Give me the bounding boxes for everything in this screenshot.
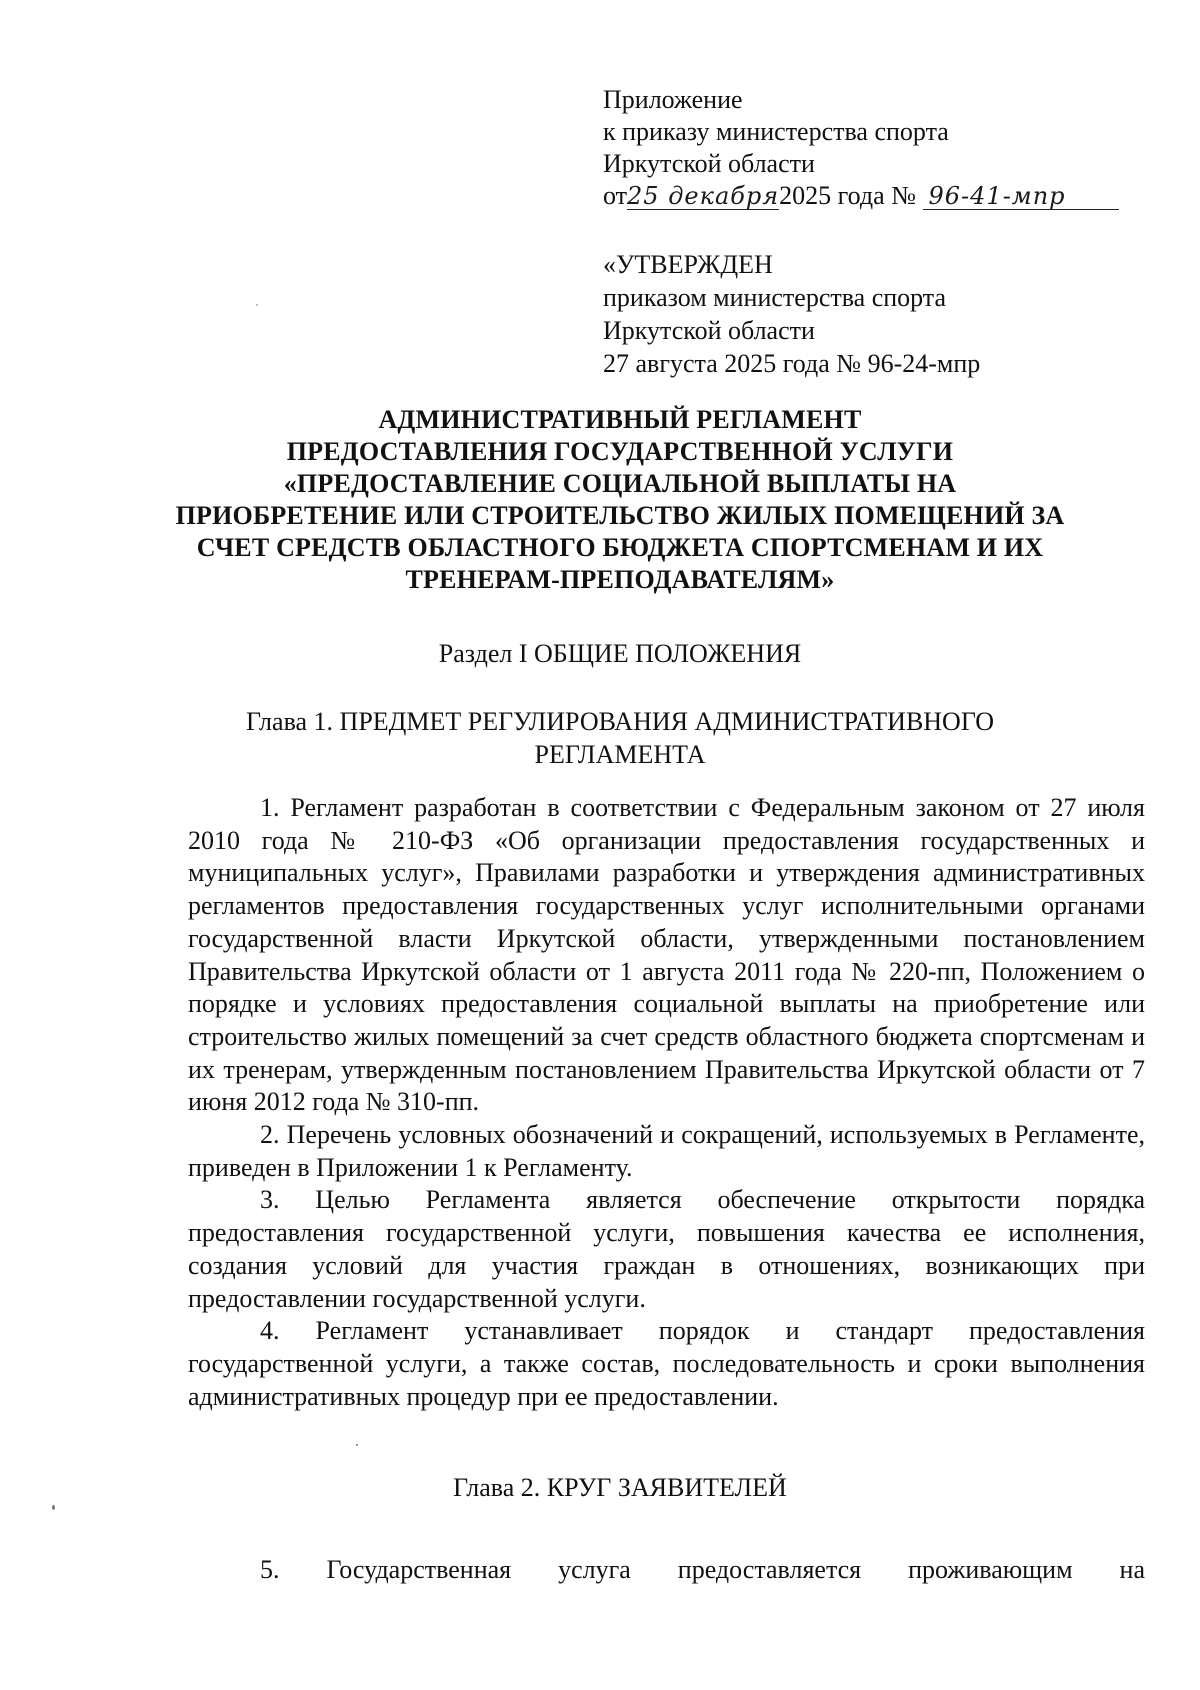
approved-line-2: приказом министерства спорта — [603, 283, 947, 312]
handwritten-date: 25 декабря — [627, 182, 780, 210]
scan-speck — [256, 304, 258, 306]
title-line-2: ПРЕДОСТАВЛЕНИЯ ГОСУДАРСТВЕННОЙ УСЛУГИ — [286, 437, 954, 466]
document-title — [120, 404, 1120, 596]
title-line-5: СЧЕТ СРЕДСТВ ОБЛАСТНОГО БЮДЖЕТА СПОРТСМЕНАМ И ИХ — [196, 533, 1044, 562]
paragraph-2: 2. Перечень условных обозначений и сокращений, используемых в Регламенте, приведен в Приложении 1 к Регламенту. — [188, 1120, 1145, 1182]
date-middle: 2025 года № — [779, 181, 916, 210]
scan-speck — [356, 1444, 358, 1446]
appendix-line-1: Приложение — [603, 85, 743, 114]
chapter-1-heading — [120, 705, 1120, 771]
title-line-1: АДМИНИСТРАТИВНЫЙ РЕГЛАМЕНТ — [378, 405, 862, 434]
appendix-header — [603, 84, 1163, 212]
paragraph-3: 3. Целью Регламента является обеспечение открытости порядка предоставления государственной услуги, повышения качества ее исполнения, создания условий для участия граждан в отношениях, возникающих при предоставлении государственной услуги. — [188, 1185, 1145, 1313]
title-line-3: «ПРЕДОСТАВЛЕНИЕ СОЦИАЛЬНОЙ ВЫПЛАТЫ НА — [283, 469, 957, 498]
scan-speck — [52, 1505, 55, 1510]
appendix-line-3: Иркутской области — [603, 149, 815, 178]
body-text — [188, 792, 1145, 1413]
handwritten-order-number: 96-41-мпр — [923, 183, 1119, 210]
title-line-6: ТРЕНЕРАМ-ПРЕПОДАВАТЕЛЯМ» — [405, 565, 835, 594]
appendix-date-line — [603, 180, 1163, 212]
approved-block — [603, 248, 1163, 380]
chapter-1-line-2: РЕГЛАМЕНТА — [534, 740, 706, 769]
title-line-4: ПРИОБРЕТЕНИЕ ИЛИ СТРОИТЕЛЬСТВО ЖИЛЫХ ПОМЕЩЕНИЙ ЗА — [175, 501, 1065, 530]
date-prefix: от — [603, 181, 628, 210]
paragraph-5: 5. Государственная услуга предоставляется проживающим на — [260, 1555, 1145, 1584]
approved-line-3: Иркутской области — [603, 316, 815, 345]
paragraph-4: 4. Регламент устанавливает порядок и стандарт предоставления государственной услуги, а также состав, последовательность и сроки выполнения административных процедур при ее предоставлении. — [188, 1316, 1145, 1411]
section-heading: Раздел I ОБЩИЕ ПОЛОЖЕНИЯ — [438, 639, 802, 668]
appendix-line-2: к приказу министерства спорта — [603, 117, 949, 146]
approved-line-4: 27 августа 2025 года № 96-24-мпр — [603, 349, 981, 378]
chapter-2-heading: Глава 2. КРУГ ЗАЯВИТЕЛЕЙ — [453, 1473, 787, 1502]
chapter-1-line-1: Глава 1. ПРЕДМЕТ РЕГУЛИРОВАНИЯ АДМИНИСТРАТИВНОГО — [245, 707, 994, 736]
approved-line-1: «УТВЕРЖДЕН — [603, 250, 773, 279]
paragraph-5-block — [188, 1554, 1145, 1586]
paragraph-1: 1. Регламент разработан в соответствии с Федеральным законом от 27 июля 2010 года № 210-ФЗ «Об организации предоставления государственных и муниципальных услуг», Правилами разработки и утверждения административных регламентов предоставления государственных услуг исполнительными органами государственной власти Иркутской области, утвержденными постановлением Правительства Иркутской области от 1 августа 2011 года № 220-пп, Положением о порядке и условиях предоставления социальной выплаты на приобретение или строительство жилых помещений за счет средств областного бюджета спортсменам и их тренерам, утвержденным постановлением Правительства Иркутской области от 7 июня 2012 года № 310-пп. — [188, 793, 1145, 1117]
